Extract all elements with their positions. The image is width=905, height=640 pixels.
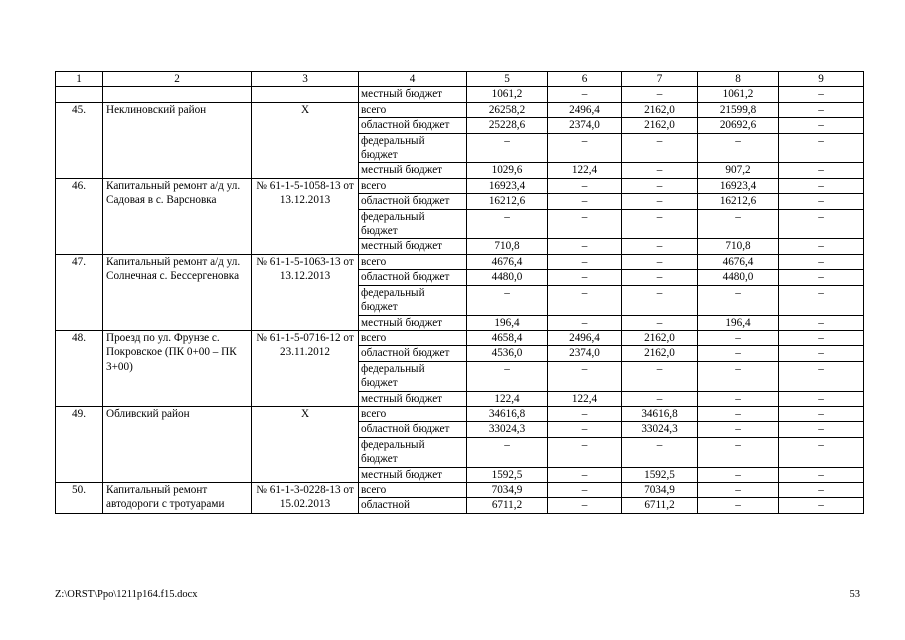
value-cell: 33024,3 (467, 422, 548, 437)
value-cell: 2374,0 (548, 118, 622, 133)
value-cell: – (698, 285, 779, 315)
column-number: 5 (467, 72, 548, 87)
object-name: Капитальный ремонт а/д ул. Солнечная с. Бессергеновка (103, 254, 252, 330)
value-cell: – (548, 254, 622, 269)
value-cell: – (779, 482, 864, 497)
value-cell: – (467, 361, 548, 391)
value-cell: – (779, 498, 864, 513)
value-cell: – (779, 194, 864, 209)
value-cell: 710,8 (698, 239, 779, 254)
value-cell: – (779, 209, 864, 239)
value-cell: 2374,0 (548, 346, 622, 361)
value-cell: 122,4 (467, 391, 548, 406)
value-cell: – (779, 163, 864, 178)
value-cell: 33024,3 (622, 422, 698, 437)
value-cell: 16212,6 (467, 194, 548, 209)
column-number: 7 (622, 72, 698, 87)
value-cell: – (779, 406, 864, 421)
column-number: 8 (698, 72, 779, 87)
value-cell: – (622, 315, 698, 330)
page-number: 53 (849, 589, 860, 600)
value-cell: 2496,4 (548, 330, 622, 345)
indicator: местный бюджет (359, 391, 467, 406)
value-cell: 2496,4 (548, 102, 622, 117)
row-number (56, 87, 103, 102)
value-cell: 1061,2 (698, 87, 779, 102)
value-cell: 122,4 (548, 163, 622, 178)
indicator: всего (359, 178, 467, 193)
value-cell: 4676,4 (698, 254, 779, 269)
value-cell: 4480,0 (698, 270, 779, 285)
value-cell: 21599,8 (698, 102, 779, 117)
value-cell: – (548, 361, 622, 391)
value-cell: – (548, 239, 622, 254)
value-cell: – (698, 209, 779, 239)
value-cell: – (779, 178, 864, 193)
indicator: всего (359, 102, 467, 117)
value-cell: – (779, 118, 864, 133)
indicator: всего (359, 254, 467, 269)
value-cell: – (467, 133, 548, 163)
value-cell: – (698, 422, 779, 437)
table-body (56, 72, 864, 514)
value-cell: – (467, 209, 548, 239)
value-cell: – (779, 467, 864, 482)
value-cell: – (779, 87, 864, 102)
object-name: Неклиновский район (103, 102, 252, 178)
value-cell: – (698, 498, 779, 513)
indicator: местный бюджет (359, 163, 467, 178)
value-cell: – (698, 482, 779, 497)
value-cell: – (779, 239, 864, 254)
value-cell: 1029,6 (467, 163, 548, 178)
object-name (103, 87, 252, 102)
column-number: 1 (56, 72, 103, 87)
indicator: областной (359, 498, 467, 513)
table-row (56, 330, 864, 345)
value-cell: 7034,9 (467, 482, 548, 497)
budget-table (55, 71, 864, 514)
value-cell: – (548, 482, 622, 497)
value-cell: – (622, 254, 698, 269)
indicator: местный бюджет (359, 239, 467, 254)
table-row (56, 102, 864, 117)
value-cell: – (622, 270, 698, 285)
value-cell: 6711,2 (622, 498, 698, 513)
value-cell: – (698, 437, 779, 467)
value-cell: – (548, 209, 622, 239)
document-ref: № 61-1-5-0716-12 от 23.11.2012 (252, 330, 359, 406)
value-cell: 196,4 (698, 315, 779, 330)
value-cell: 2162,0 (622, 346, 698, 361)
indicator: федеральный бюджет (359, 209, 467, 239)
value-cell: 16923,4 (698, 178, 779, 193)
value-cell: – (779, 391, 864, 406)
document-ref: № 61-1-5-1063-13 от 13.12.2013 (252, 254, 359, 330)
indicator: федеральный бюджет (359, 361, 467, 391)
object-name: Обливский район (103, 406, 252, 482)
value-cell: – (548, 87, 622, 102)
value-cell: – (779, 361, 864, 391)
value-cell: – (779, 102, 864, 117)
value-cell: – (548, 406, 622, 421)
value-cell: – (622, 163, 698, 178)
value-cell: – (622, 133, 698, 163)
value-cell: – (779, 133, 864, 163)
value-cell: 34616,8 (622, 406, 698, 421)
document-ref: X (252, 102, 359, 178)
value-cell: 4658,4 (467, 330, 548, 345)
row-number: 45. (56, 102, 103, 178)
value-cell: – (548, 437, 622, 467)
row-number: 48. (56, 330, 103, 406)
value-cell: – (548, 133, 622, 163)
value-cell: – (779, 422, 864, 437)
row-number: 46. (56, 178, 103, 254)
value-cell: – (779, 270, 864, 285)
value-cell: – (698, 133, 779, 163)
row-number: 47. (56, 254, 103, 330)
value-cell: – (779, 315, 864, 330)
value-cell: – (622, 285, 698, 315)
indicator: местный бюджет (359, 315, 467, 330)
indicator: всего (359, 482, 467, 497)
indicator: всего (359, 330, 467, 345)
object-name: Капитальный ремонт а/д ул. Садовая в с. Варсновка (103, 178, 252, 254)
value-cell: – (698, 330, 779, 345)
value-cell: – (622, 209, 698, 239)
row-number: 49. (56, 406, 103, 482)
column-number: 4 (359, 72, 467, 87)
value-cell: – (622, 437, 698, 467)
indicator: местный бюджет (359, 87, 467, 102)
value-cell: 20692,6 (698, 118, 779, 133)
value-cell: – (698, 361, 779, 391)
value-cell: 2162,0 (622, 102, 698, 117)
indicator: всего (359, 406, 467, 421)
document-ref: № 61-1-5-1058-13 от 13.12.2013 (252, 178, 359, 254)
document-ref (252, 87, 359, 102)
document-ref: X (252, 406, 359, 482)
table-row (56, 178, 864, 193)
value-cell: 907,2 (698, 163, 779, 178)
indicator: областной бюджет (359, 118, 467, 133)
value-cell: – (698, 391, 779, 406)
table-row (56, 87, 864, 102)
value-cell: 1061,2 (467, 87, 548, 102)
value-cell: – (548, 194, 622, 209)
value-cell: – (779, 254, 864, 269)
value-cell: – (548, 422, 622, 437)
document-ref: № 61-1-3-0228-13 от 15.02.2013 (252, 482, 359, 513)
column-number: 2 (103, 72, 252, 87)
object-name: Проезд по ул. Фрунзе с. Покровское (ПК 0+00 – ПК 3+00) (103, 330, 252, 406)
indicator: областной бюджет (359, 270, 467, 285)
value-cell: 34616,8 (467, 406, 548, 421)
indicator: федеральный бюджет (359, 437, 467, 467)
value-cell: – (548, 315, 622, 330)
value-cell: – (548, 498, 622, 513)
value-cell: 122,4 (548, 391, 622, 406)
table-row (56, 482, 864, 497)
value-cell: – (548, 270, 622, 285)
value-cell: – (622, 194, 698, 209)
object-name: Капитальный ремонт автодороги с тротуарами (103, 482, 252, 513)
value-cell: 26258,2 (467, 102, 548, 117)
value-cell: – (779, 285, 864, 315)
value-cell: 1592,5 (622, 467, 698, 482)
indicator: областной бюджет (359, 346, 467, 361)
value-cell: – (548, 467, 622, 482)
table-row (56, 406, 864, 421)
value-cell: – (548, 285, 622, 315)
value-cell: – (467, 285, 548, 315)
value-cell: – (622, 361, 698, 391)
value-cell: 1592,5 (467, 467, 548, 482)
value-cell: 25228,6 (467, 118, 548, 133)
indicator: местный бюджет (359, 467, 467, 482)
value-cell: – (622, 87, 698, 102)
value-cell: – (548, 178, 622, 193)
value-cell: – (698, 346, 779, 361)
value-cell: 2162,0 (622, 330, 698, 345)
value-cell: 4676,4 (467, 254, 548, 269)
value-cell: 16212,6 (698, 194, 779, 209)
value-cell: 7034,9 (622, 482, 698, 497)
column-number: 9 (779, 72, 864, 87)
value-cell: – (779, 330, 864, 345)
value-cell: 196,4 (467, 315, 548, 330)
value-cell: – (622, 239, 698, 254)
value-cell: – (779, 346, 864, 361)
value-cell: – (467, 437, 548, 467)
value-cell: – (622, 178, 698, 193)
value-cell: – (622, 391, 698, 406)
indicator: федеральный бюджет (359, 133, 467, 163)
indicator: областной бюджет (359, 194, 467, 209)
indicator: областной бюджет (359, 422, 467, 437)
value-cell: – (779, 437, 864, 467)
column-number-row (56, 72, 864, 87)
file-path: Z:\ORST\Ppo\1211p164.f15.docx (55, 589, 198, 600)
value-cell: 4536,0 (467, 346, 548, 361)
value-cell: 4480,0 (467, 270, 548, 285)
value-cell: 2162,0 (622, 118, 698, 133)
row-number: 50. (56, 482, 103, 513)
value-cell: 16923,4 (467, 178, 548, 193)
column-number: 6 (548, 72, 622, 87)
indicator: федеральный бюджет (359, 285, 467, 315)
column-number: 3 (252, 72, 359, 87)
value-cell: – (698, 406, 779, 421)
value-cell: 710,8 (467, 239, 548, 254)
value-cell: – (698, 467, 779, 482)
value-cell: 6711,2 (467, 498, 548, 513)
table-row (56, 254, 864, 269)
